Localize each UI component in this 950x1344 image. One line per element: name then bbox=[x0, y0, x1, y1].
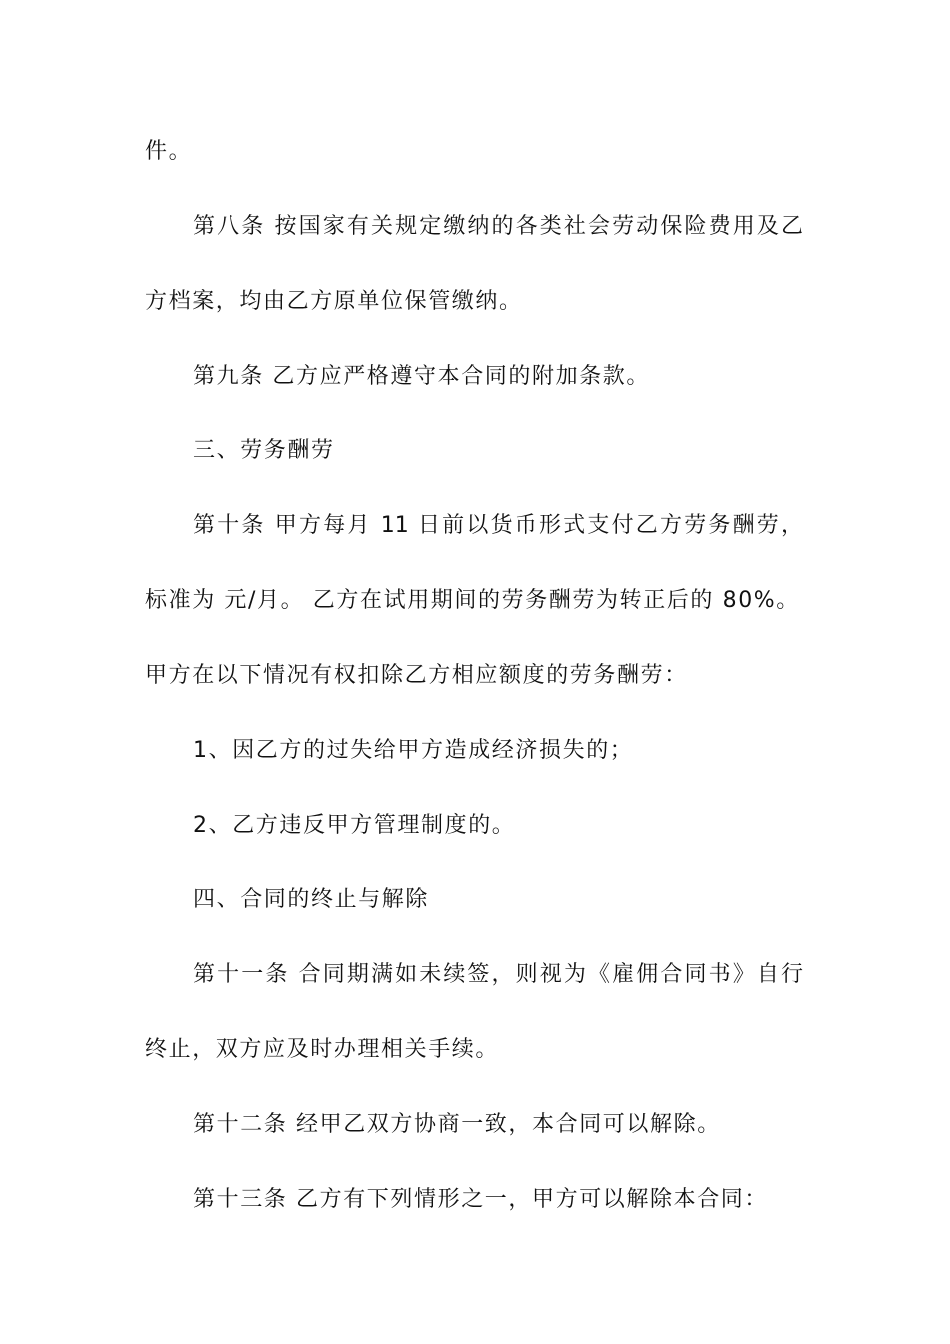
list-item: 1、因乙方的过失给甲方造成经济损失的； bbox=[193, 738, 634, 763]
text-line: 第十三条 乙方有下列情形之一，甲方可以解除本合同： bbox=[193, 1187, 768, 1212]
text-line: 甲方在以下情况有权扣除乙方相应额度的劳务酬劳： bbox=[145, 663, 688, 688]
text-line: 件。 bbox=[145, 139, 193, 164]
text-line: 标准为 元/月。 乙方在试用期间的劳务酬劳为转正后的 80%。 bbox=[145, 588, 800, 613]
text-line: 方档案，均由乙方原单位保管缴纳。 bbox=[145, 289, 523, 314]
text-line: 第九条 乙方应严格遵守本合同的附加条款。 bbox=[193, 364, 650, 389]
text-line: 第十条 甲方每月 11 日前以货币形式支付乙方劳务酬劳， bbox=[193, 513, 803, 538]
text-line: 第十二条 经甲乙双方协商一致，本合同可以解除。 bbox=[193, 1112, 721, 1137]
text-line: 终止，双方应及时办理相关手续。 bbox=[145, 1037, 500, 1062]
text-line: 第十一条 合同期满如未续签，则视为《雇佣合同书》自行 bbox=[193, 962, 803, 987]
section-heading: 四、合同的终止与解除 bbox=[193, 887, 430, 912]
text-line: 第八条 按国家有关规定缴纳的各类社会劳动保险费用及乙 bbox=[193, 214, 803, 239]
list-item: 2、乙方违反甲方管理制度的。 bbox=[193, 813, 516, 838]
section-heading: 三、劳务酬劳 bbox=[193, 438, 335, 463]
